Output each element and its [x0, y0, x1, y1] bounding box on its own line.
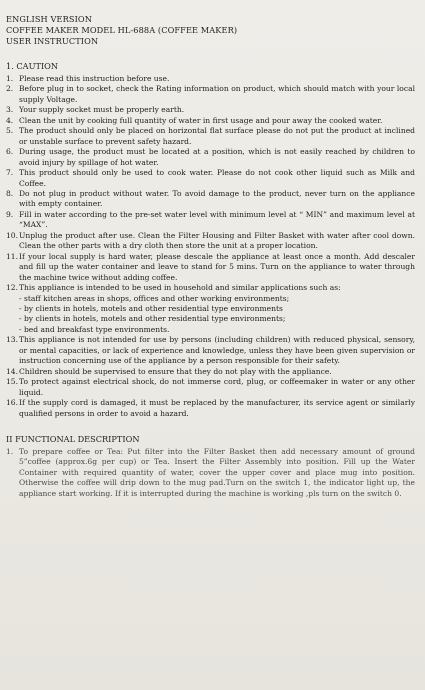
item-number: 6. [6, 147, 14, 157]
functional-item [6, 447, 415, 499]
header-language: ENGLISH VERSION [6, 14, 92, 24]
item-text: Clean the unit by cooking full quantity of water in first usage and pour away the cooked water. [19, 115, 383, 125]
item-number: 10. [6, 230, 19, 240]
item-number: 2. [6, 84, 14, 94]
header-model: COFFEE MAKER MODEL HL-688A (COFFEE MAKER) [6, 25, 238, 35]
caution-item [6, 252, 415, 283]
item-number: 12. [6, 283, 19, 293]
header-doc-type: USER INSTRUCTION [6, 36, 99, 46]
item-text: If your local supply is hard water, please descale the appliance at least once a month. Add descaler and fill up the water container and leave to stand for 5 mins. Turn on the appliance to water through the machine twice without adding coffee. [19, 251, 415, 282]
item-text: If the supply cord is damaged, it must be replaced by the manufacturer, its service agent or similarly qualified persons in order to avoid a hazard. [19, 398, 415, 418]
item-number: 15. [6, 377, 19, 387]
caution-item [6, 283, 415, 293]
item-text: Unplug the product after use. Clean the Filter Housing and Filter Basket with water after cool down. Clean the other parts with a dry cloth then store the unit at a proper location. [19, 230, 415, 251]
caution-item [6, 377, 415, 398]
item-number: 1. [6, 74, 14, 83]
caution-item [6, 168, 415, 189]
caution-title: 1. CAUTION [6, 61, 59, 71]
item-text: Children should be supervised to ensure that they do not play with the appliance. [19, 366, 332, 376]
caution-item [6, 105, 415, 115]
caution-list [6, 74, 415, 294]
item-text: During usage, the product must be located at a position, which is not easily reached by children to avoid injury by spillage of hot water. [19, 147, 415, 167]
item-number: 9. [6, 209, 14, 219]
item-number: 11. [6, 251, 19, 261]
item-number: 16. [6, 398, 19, 408]
item-number: 4. [6, 115, 14, 125]
item-text: This appliance is intended to be used in household and similar applications such as: [19, 283, 341, 293]
item-text: To protect against electrical shock, do not immerse cord, plug, or coffeemaker in water or any other liquid. [19, 377, 415, 397]
item-text: Before plug in to socket, check the Rating information on product, which should match with your local supply Voltage. [19, 84, 415, 104]
caution-item [6, 367, 415, 377]
item-number: 7. [6, 168, 14, 178]
caution-item [6, 210, 415, 231]
caution-list-continued [6, 335, 415, 419]
item-number: 8. [6, 188, 14, 198]
usage-environment-list [6, 294, 415, 336]
item-number: 14. [6, 366, 19, 376]
item-text: Please read this instruction before use. [19, 74, 170, 83]
item-number: 5. [6, 126, 14, 136]
item-number: 1. [6, 446, 14, 456]
caution-item [6, 84, 415, 105]
caution-item [6, 398, 415, 419]
item-text: This product should only be used to cook water. Please do not cook other liquid such as Milk and Coffee. [19, 168, 415, 188]
caution-item [6, 116, 415, 126]
item-text: Your supply socket must be properly earth. [19, 105, 185, 115]
item-number: 3. [6, 105, 14, 115]
usage-environment-item: - staff kitchen areas in shops, offices and other working environments; [19, 293, 290, 303]
functional-title: II FUNCTIONAL DESCRIPTION [6, 433, 140, 444]
caution-item [6, 231, 415, 252]
caution-item [6, 189, 415, 210]
item-text: To prepare coffee or Tea: Put filter into the Filter Basket then add necessary amount of ground 5”coffee (approx.6g per cup) or Tea. Insert the Filter Assembly into position. Fill up the Water Container with required quantity of water, cover the upper cover and place mug into position. Otherwise the coffee will drip down to the mug pad.Turn on the switch 1, the indicator light up, the appliance start working. If it is interrupted during the machine is working ,pls turn on the switch 0. [19, 446, 415, 498]
caution-item [6, 126, 415, 147]
item-text: The product should only be placed on horizontal flat surface please do not put the product at inclined or unstable surface to prevent safety hazard. [19, 126, 415, 146]
item-text: Fill in water according to the pre-set water level with minimum level at “ MIN” and maximum level at “MAX”. [19, 209, 415, 230]
item-text: This appliance is not intended for use by persons (including children) with reduced physical, sensory, or mental capacities, or lack of experience and knowledge, unless they have been given supervision or instruction concerning use of the appliance by a person responsible for their safety. [19, 335, 415, 366]
functional-list [6, 447, 415, 499]
usage-environment-item: - bed and breakfast type environments. [19, 324, 170, 334]
usage-environment-item: - by clients in hotels, motels and other residential type environments [19, 303, 283, 313]
caution-item [6, 147, 415, 168]
usage-environment-item: - by clients in hotels, motels and other residential type environments; [19, 314, 286, 324]
item-number: 13. [6, 335, 19, 345]
item-text: Do not plug in product without water. To avoid damage to the product, never turn on the appliance with empty container. [19, 188, 415, 209]
caution-item [6, 335, 415, 366]
caution-item [6, 74, 415, 84]
